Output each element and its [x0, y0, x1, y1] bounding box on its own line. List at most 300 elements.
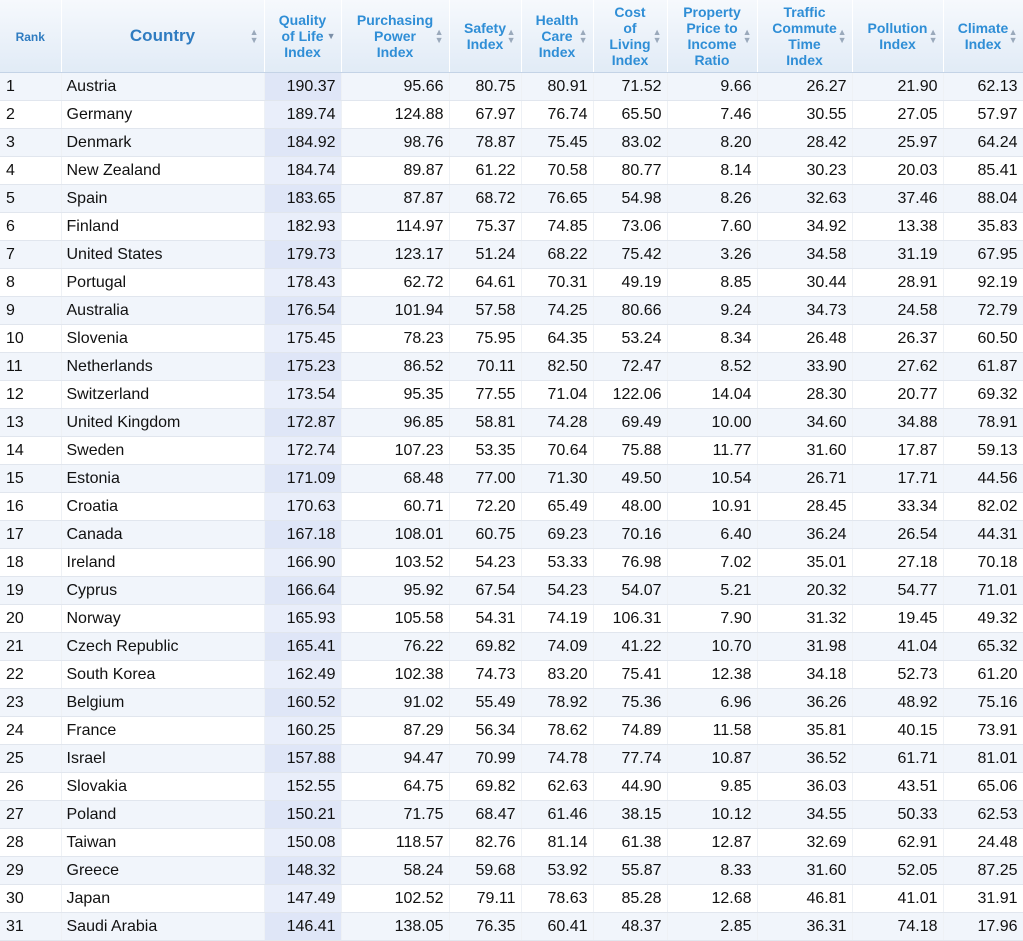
- cell-rank: 14: [0, 437, 61, 465]
- cell-health-care: 78.62: [521, 717, 593, 745]
- cell-property-price-ratio: 2.85: [667, 913, 757, 941]
- cell-safety: 77.55: [449, 381, 521, 409]
- cell-climate: 72.79: [943, 297, 1023, 325]
- column-header-label: Pollution Index: [867, 20, 928, 52]
- cell-quality-of-life: 176.54: [264, 297, 341, 325]
- cell-property-price-ratio: 12.87: [667, 829, 757, 857]
- cell-safety: 67.97: [449, 101, 521, 129]
- cell-rank: 5: [0, 185, 61, 213]
- cell-rank: 19: [0, 577, 61, 605]
- cell-safety: 80.75: [449, 73, 521, 101]
- cell-property-price-ratio: 7.46: [667, 101, 757, 129]
- cell-cost-of-living: 65.50: [593, 101, 667, 129]
- cell-climate: 75.16: [943, 689, 1023, 717]
- cell-safety: 74.73: [449, 661, 521, 689]
- table-row: [0, 269, 1023, 297]
- sort-both-icon: ▲ ▼: [742, 27, 752, 45]
- cell-pollution: 33.34: [852, 493, 943, 521]
- cell-purchasing-power: 91.02: [341, 689, 449, 717]
- cell-purchasing-power: 87.87: [341, 185, 449, 213]
- cell-safety: 77.00: [449, 465, 521, 493]
- cell-safety: 75.95: [449, 325, 521, 353]
- cell-rank: 4: [0, 157, 61, 185]
- table-row: [0, 913, 1023, 941]
- cell-quality-of-life: 147.49: [264, 885, 341, 913]
- cell-rank: 1: [0, 73, 61, 101]
- cell-property-price-ratio: 8.33: [667, 857, 757, 885]
- cell-country: Estonia: [61, 465, 264, 493]
- cell-health-care: 62.63: [521, 773, 593, 801]
- cell-health-care: 76.65: [521, 185, 593, 213]
- cell-purchasing-power: 101.94: [341, 297, 449, 325]
- cell-pollution: 37.46: [852, 185, 943, 213]
- cell-pollution: 52.05: [852, 857, 943, 885]
- cell-climate: 69.32: [943, 381, 1023, 409]
- cell-cost-of-living: 71.52: [593, 73, 667, 101]
- cell-purchasing-power: 62.72: [341, 269, 449, 297]
- cell-pollution: 31.19: [852, 241, 943, 269]
- cell-climate: 49.32: [943, 605, 1023, 633]
- sort-both-icon: ▲ ▼: [249, 27, 259, 45]
- table-row: [0, 773, 1023, 801]
- cell-cost-of-living: 54.98: [593, 185, 667, 213]
- column-header-rank[interactable]: [0, 0, 61, 73]
- cell-purchasing-power: 108.01: [341, 521, 449, 549]
- cell-traffic-commute: 31.60: [757, 437, 852, 465]
- cell-quality-of-life: 160.25: [264, 717, 341, 745]
- cell-rank: 18: [0, 549, 61, 577]
- cell-traffic-commute: 28.45: [757, 493, 852, 521]
- cell-health-care: 70.64: [521, 437, 593, 465]
- table-row: [0, 437, 1023, 465]
- cell-rank: 11: [0, 353, 61, 381]
- cell-country: Portugal: [61, 269, 264, 297]
- cell-property-price-ratio: 10.12: [667, 801, 757, 829]
- cell-rank: 26: [0, 773, 61, 801]
- column-header-label: Rank: [15, 29, 45, 44]
- cell-health-care: 70.31: [521, 269, 593, 297]
- cell-pollution: 52.73: [852, 661, 943, 689]
- cell-property-price-ratio: 9.85: [667, 773, 757, 801]
- cell-country: Poland: [61, 801, 264, 829]
- column-header-quality-of-life[interactable]: [264, 0, 341, 73]
- table-row: [0, 633, 1023, 661]
- cell-quality-of-life: 190.37: [264, 73, 341, 101]
- table-row: [0, 185, 1023, 213]
- cell-purchasing-power: 78.23: [341, 325, 449, 353]
- cell-country: Slovakia: [61, 773, 264, 801]
- cell-climate: 59.13: [943, 437, 1023, 465]
- cell-pollution: 17.87: [852, 437, 943, 465]
- cell-health-care: 81.14: [521, 829, 593, 857]
- cell-country: France: [61, 717, 264, 745]
- cell-climate: 65.32: [943, 633, 1023, 661]
- cell-quality-of-life: 172.74: [264, 437, 341, 465]
- column-header-safety[interactable]: [449, 0, 521, 73]
- cell-property-price-ratio: 12.68: [667, 885, 757, 913]
- cell-pollution: 48.92: [852, 689, 943, 717]
- cell-quality-of-life: 170.63: [264, 493, 341, 521]
- cell-purchasing-power: 76.22: [341, 633, 449, 661]
- cell-traffic-commute: 30.55: [757, 101, 852, 129]
- cell-safety: 56.34: [449, 717, 521, 745]
- sort-both-icon: ▲ ▼: [837, 27, 847, 45]
- cell-property-price-ratio: 9.24: [667, 297, 757, 325]
- cell-climate: 24.48: [943, 829, 1023, 857]
- cell-safety: 58.81: [449, 409, 521, 437]
- cell-pollution: 50.33: [852, 801, 943, 829]
- cell-rank: 2: [0, 101, 61, 129]
- cell-pollution: 27.05: [852, 101, 943, 129]
- cell-property-price-ratio: 8.14: [667, 157, 757, 185]
- table-row: [0, 521, 1023, 549]
- column-header-purchasing-power[interactable]: [341, 0, 449, 73]
- cell-climate: 73.91: [943, 717, 1023, 745]
- cell-climate: 60.50: [943, 325, 1023, 353]
- cell-cost-of-living: 85.28: [593, 885, 667, 913]
- cell-pollution: 41.01: [852, 885, 943, 913]
- cell-purchasing-power: 95.66: [341, 73, 449, 101]
- table-row: [0, 661, 1023, 689]
- cell-quality-of-life: 150.08: [264, 829, 341, 857]
- cell-cost-of-living: 48.00: [593, 493, 667, 521]
- cell-country: Spain: [61, 185, 264, 213]
- cell-country: Canada: [61, 521, 264, 549]
- cell-health-care: 82.50: [521, 353, 593, 381]
- cell-country: Germany: [61, 101, 264, 129]
- cell-cost-of-living: 53.24: [593, 325, 667, 353]
- cell-safety: 79.11: [449, 885, 521, 913]
- cell-quality-of-life: 175.45: [264, 325, 341, 353]
- cell-safety: 82.76: [449, 829, 521, 857]
- cell-pollution: 54.77: [852, 577, 943, 605]
- cell-country: Greece: [61, 857, 264, 885]
- cell-purchasing-power: 105.58: [341, 605, 449, 633]
- cell-rank: 9: [0, 297, 61, 325]
- cell-property-price-ratio: 8.85: [667, 269, 757, 297]
- cell-quality-of-life: 189.74: [264, 101, 341, 129]
- cell-climate: 70.18: [943, 549, 1023, 577]
- cell-climate: 62.13: [943, 73, 1023, 101]
- cell-country: Israel: [61, 745, 264, 773]
- cell-traffic-commute: 36.31: [757, 913, 852, 941]
- cell-health-care: 53.33: [521, 549, 593, 577]
- cell-cost-of-living: 72.47: [593, 353, 667, 381]
- table-row: [0, 493, 1023, 521]
- cell-purchasing-power: 68.48: [341, 465, 449, 493]
- table-row: [0, 297, 1023, 325]
- cell-purchasing-power: 58.24: [341, 857, 449, 885]
- cell-property-price-ratio: 6.40: [667, 521, 757, 549]
- cell-cost-of-living: 38.15: [593, 801, 667, 829]
- cell-health-care: 65.49: [521, 493, 593, 521]
- cell-pollution: 19.45: [852, 605, 943, 633]
- cell-health-care: 78.63: [521, 885, 593, 913]
- table-row: [0, 801, 1023, 829]
- cell-safety: 69.82: [449, 773, 521, 801]
- cell-property-price-ratio: 8.52: [667, 353, 757, 381]
- cell-climate: 88.04: [943, 185, 1023, 213]
- cell-purchasing-power: 98.76: [341, 129, 449, 157]
- cell-pollution: 24.58: [852, 297, 943, 325]
- cell-rank: 31: [0, 913, 61, 941]
- cell-rank: 3: [0, 129, 61, 157]
- cell-health-care: 74.85: [521, 213, 593, 241]
- cell-climate: 61.87: [943, 353, 1023, 381]
- cell-rank: 10: [0, 325, 61, 353]
- cell-cost-of-living: 122.06: [593, 381, 667, 409]
- header-row: [0, 0, 1023, 73]
- column-header-label: Safety Index: [463, 20, 507, 52]
- sort-both-icon: ▲ ▼: [578, 27, 588, 45]
- cell-property-price-ratio: 11.58: [667, 717, 757, 745]
- cell-property-price-ratio: 7.02: [667, 549, 757, 577]
- cell-rank: 13: [0, 409, 61, 437]
- cell-health-care: 69.23: [521, 521, 593, 549]
- cell-country: Sweden: [61, 437, 264, 465]
- cell-traffic-commute: 34.92: [757, 213, 852, 241]
- cell-safety: 61.22: [449, 157, 521, 185]
- cell-pollution: 26.54: [852, 521, 943, 549]
- cell-property-price-ratio: 5.21: [667, 577, 757, 605]
- cell-rank: 6: [0, 213, 61, 241]
- cell-purchasing-power: 86.52: [341, 353, 449, 381]
- cell-quality-of-life: 184.74: [264, 157, 341, 185]
- cell-climate: 57.97: [943, 101, 1023, 129]
- column-header-cost-of-living[interactable]: [593, 0, 667, 73]
- cell-country: Croatia: [61, 493, 264, 521]
- cell-safety: 70.99: [449, 745, 521, 773]
- cell-property-price-ratio: 12.38: [667, 661, 757, 689]
- cell-traffic-commute: 31.60: [757, 857, 852, 885]
- cell-quality-of-life: 166.64: [264, 577, 341, 605]
- column-header-label: Quality of Life Index: [278, 12, 327, 60]
- cell-health-care: 78.92: [521, 689, 593, 717]
- cell-traffic-commute: 34.18: [757, 661, 852, 689]
- cell-climate: 44.56: [943, 465, 1023, 493]
- cell-pollution: 27.18: [852, 549, 943, 577]
- table-row: [0, 129, 1023, 157]
- cell-climate: 81.01: [943, 745, 1023, 773]
- cell-purchasing-power: 103.52: [341, 549, 449, 577]
- cell-health-care: 60.41: [521, 913, 593, 941]
- column-header-traffic-commute[interactable]: [757, 0, 852, 73]
- cell-traffic-commute: 35.01: [757, 549, 852, 577]
- cell-purchasing-power: 87.29: [341, 717, 449, 745]
- cell-country: Switzerland: [61, 381, 264, 409]
- cell-country: Slovenia: [61, 325, 264, 353]
- cell-pollution: 17.71: [852, 465, 943, 493]
- cell-traffic-commute: 36.52: [757, 745, 852, 773]
- cell-traffic-commute: 26.48: [757, 325, 852, 353]
- cell-traffic-commute: 36.03: [757, 773, 852, 801]
- cell-health-care: 76.74: [521, 101, 593, 129]
- cell-climate: 92.19: [943, 269, 1023, 297]
- sort-both-icon: ▲ ▼: [434, 27, 444, 45]
- table-row: [0, 857, 1023, 885]
- table-row: [0, 549, 1023, 577]
- cell-safety: 53.35: [449, 437, 521, 465]
- column-header-label: Health Care Index: [535, 12, 579, 60]
- table-row: [0, 101, 1023, 129]
- cell-purchasing-power: 64.75: [341, 773, 449, 801]
- cell-pollution: 20.03: [852, 157, 943, 185]
- table-row: [0, 577, 1023, 605]
- cell-quality-of-life: 183.65: [264, 185, 341, 213]
- cell-safety: 69.82: [449, 633, 521, 661]
- cell-quality-of-life: 166.90: [264, 549, 341, 577]
- table-row: [0, 829, 1023, 857]
- cell-cost-of-living: 76.98: [593, 549, 667, 577]
- cell-country: Netherlands: [61, 353, 264, 381]
- cell-pollution: 74.18: [852, 913, 943, 941]
- cell-country: Saudi Arabia: [61, 913, 264, 941]
- cell-purchasing-power: 102.52: [341, 885, 449, 913]
- cell-rank: 17: [0, 521, 61, 549]
- cell-climate: 71.01: [943, 577, 1023, 605]
- cell-country: United Kingdom: [61, 409, 264, 437]
- column-header-property-price-ratio[interactable]: [667, 0, 757, 73]
- column-header-label: Traffic Commute Time Index: [772, 4, 837, 68]
- cell-property-price-ratio: 3.26: [667, 241, 757, 269]
- cell-health-care: 54.23: [521, 577, 593, 605]
- cell-quality-of-life: 165.93: [264, 605, 341, 633]
- column-header-pollution[interactable]: [852, 0, 943, 73]
- cell-safety: 54.31: [449, 605, 521, 633]
- table-row: [0, 465, 1023, 493]
- cell-quality-of-life: 146.41: [264, 913, 341, 941]
- cell-health-care: 71.04: [521, 381, 593, 409]
- cell-cost-of-living: 74.89: [593, 717, 667, 745]
- cell-cost-of-living: 48.37: [593, 913, 667, 941]
- cell-traffic-commute: 32.63: [757, 185, 852, 213]
- cell-cost-of-living: 80.77: [593, 157, 667, 185]
- cell-cost-of-living: 69.49: [593, 409, 667, 437]
- cell-climate: 78.91: [943, 409, 1023, 437]
- cell-quality-of-life: 182.93: [264, 213, 341, 241]
- cell-traffic-commute: 33.90: [757, 353, 852, 381]
- sort-both-icon: ▲ ▼: [506, 27, 516, 45]
- cell-cost-of-living: 77.74: [593, 745, 667, 773]
- cell-quality-of-life: 175.23: [264, 353, 341, 381]
- sort-both-icon: ▲ ▼: [928, 27, 938, 45]
- cell-safety: 57.58: [449, 297, 521, 325]
- table-row: [0, 717, 1023, 745]
- cell-property-price-ratio: 10.54: [667, 465, 757, 493]
- cell-property-price-ratio: 10.70: [667, 633, 757, 661]
- column-header-climate[interactable]: [943, 0, 1023, 73]
- cell-traffic-commute: 31.32: [757, 605, 852, 633]
- cell-rank: 12: [0, 381, 61, 409]
- cell-rank: 28: [0, 829, 61, 857]
- cell-safety: 59.68: [449, 857, 521, 885]
- cell-pollution: 62.91: [852, 829, 943, 857]
- cell-country: Finland: [61, 213, 264, 241]
- cell-health-care: 75.45: [521, 129, 593, 157]
- cell-country: Cyprus: [61, 577, 264, 605]
- cell-safety: 60.75: [449, 521, 521, 549]
- column-header-country[interactable]: [61, 0, 264, 73]
- cell-rank: 24: [0, 717, 61, 745]
- cell-rank: 20: [0, 605, 61, 633]
- cell-safety: 68.72: [449, 185, 521, 213]
- cell-property-price-ratio: 8.34: [667, 325, 757, 353]
- table-row: [0, 381, 1023, 409]
- cell-property-price-ratio: 10.91: [667, 493, 757, 521]
- cell-traffic-commute: 35.81: [757, 717, 852, 745]
- column-header-label: Country: [129, 26, 196, 45]
- cell-pollution: 21.90: [852, 73, 943, 101]
- cell-country: Norway: [61, 605, 264, 633]
- cell-health-care: 74.28: [521, 409, 593, 437]
- cell-climate: 64.24: [943, 129, 1023, 157]
- cell-pollution: 13.38: [852, 213, 943, 241]
- column-header-health-care[interactable]: [521, 0, 593, 73]
- cell-country: Australia: [61, 297, 264, 325]
- cell-traffic-commute: 34.55: [757, 801, 852, 829]
- cell-purchasing-power: 138.05: [341, 913, 449, 941]
- cell-quality-of-life: 148.32: [264, 857, 341, 885]
- cell-health-care: 74.25: [521, 297, 593, 325]
- cell-purchasing-power: 71.75: [341, 801, 449, 829]
- cell-health-care: 74.09: [521, 633, 593, 661]
- cell-purchasing-power: 94.47: [341, 745, 449, 773]
- table-row: [0, 157, 1023, 185]
- cell-health-care: 68.22: [521, 241, 593, 269]
- cell-cost-of-living: 75.88: [593, 437, 667, 465]
- cell-quality-of-life: 152.55: [264, 773, 341, 801]
- cell-quality-of-life: 167.18: [264, 521, 341, 549]
- cell-rank: 23: [0, 689, 61, 717]
- cell-country: Japan: [61, 885, 264, 913]
- cell-cost-of-living: 41.22: [593, 633, 667, 661]
- cell-rank: 29: [0, 857, 61, 885]
- cell-cost-of-living: 54.07: [593, 577, 667, 605]
- cell-traffic-commute: 36.24: [757, 521, 852, 549]
- cell-quality-of-life: 157.88: [264, 745, 341, 773]
- cell-property-price-ratio: 14.04: [667, 381, 757, 409]
- cell-purchasing-power: 124.88: [341, 101, 449, 129]
- cell-safety: 51.24: [449, 241, 521, 269]
- cell-traffic-commute: 46.81: [757, 885, 852, 913]
- cell-purchasing-power: 118.57: [341, 829, 449, 857]
- cell-purchasing-power: 96.85: [341, 409, 449, 437]
- column-header-label: Climate Index: [957, 20, 1009, 52]
- cell-pollution: 34.88: [852, 409, 943, 437]
- cell-cost-of-living: 80.66: [593, 297, 667, 325]
- table-row: [0, 605, 1023, 633]
- cell-traffic-commute: 34.60: [757, 409, 852, 437]
- cell-cost-of-living: 49.50: [593, 465, 667, 493]
- cell-cost-of-living: 49.19: [593, 269, 667, 297]
- cell-cost-of-living: 73.06: [593, 213, 667, 241]
- cell-climate: 87.25: [943, 857, 1023, 885]
- cell-traffic-commute: 34.73: [757, 297, 852, 325]
- cell-safety: 70.11: [449, 353, 521, 381]
- cell-cost-of-living: 75.41: [593, 661, 667, 689]
- cell-country: Austria: [61, 73, 264, 101]
- cell-pollution: 25.97: [852, 129, 943, 157]
- cell-property-price-ratio: 6.96: [667, 689, 757, 717]
- table-row: [0, 745, 1023, 773]
- cell-purchasing-power: 95.92: [341, 577, 449, 605]
- cell-pollution: 61.71: [852, 745, 943, 773]
- cell-climate: 31.91: [943, 885, 1023, 913]
- cell-cost-of-living: 70.16: [593, 521, 667, 549]
- cell-safety: 72.20: [449, 493, 521, 521]
- sort-descending-icon: ▼: [326, 31, 336, 41]
- cell-property-price-ratio: 7.60: [667, 213, 757, 241]
